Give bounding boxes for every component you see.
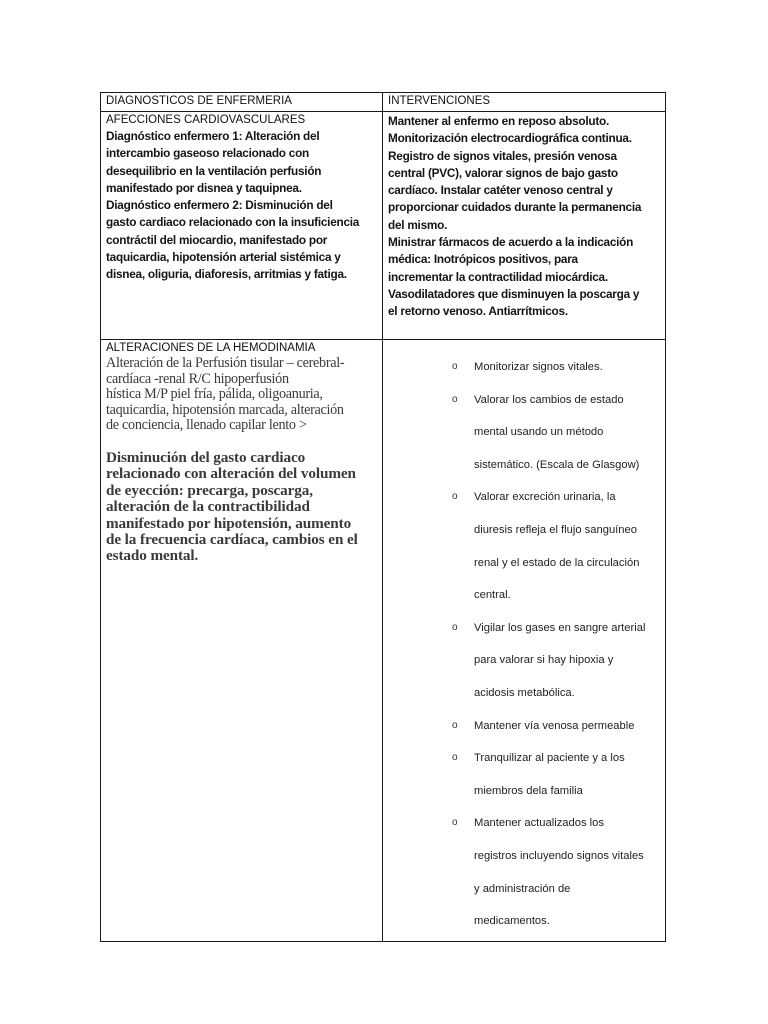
cell-diagnosis-cardiovascular (101, 112, 383, 340)
bullet-circle-icon: o (452, 817, 458, 829)
bullet-circle-icon: o (452, 393, 458, 405)
intervention-text: Tranquilizar al paciente y a los miembros dela familia (474, 752, 625, 797)
intervention-text: Valorar los cambios de estado mental usando un método sistemático. (Escala de Glasgow) (474, 393, 640, 471)
cell-interventions-cardiovascular (383, 112, 666, 340)
list-item (388, 384, 660, 482)
table-row-cardiovasculares (101, 112, 666, 340)
list-item (388, 612, 660, 710)
list-item (388, 742, 660, 807)
section-title-cardiovasculares: AFECCIONES CARDIOVASCULARES (106, 114, 306, 126)
cell-interventions-hemodinamia (383, 340, 666, 942)
care-plan-table (100, 92, 666, 942)
bullet-circle-icon: o (452, 491, 458, 503)
intervention-text: Mantener actualizados los registros incluyendo signos vitales y administración de medicamentos. (474, 817, 644, 928)
header-intervenciones: INTERVENCIONES (383, 93, 666, 112)
diagnosis-gasto-cardiaco-text: Disminución del gasto cardiaco relacionado con alteración del volumen de eyección: precarga, poscarga, alteración de la contractibilidad manifestado por hipotensión, aumento de la frecuencia cardíaca, cambios en el estado mental. (106, 448, 358, 565)
diagnosis-text-cardiovascular: Diagnóstico enfermero 1: Alteración del intercambio gaseoso relacionado con desequilibrio en la ventilación perfusión manifestado por disnea y taquipnea. Diagnóstico enfermero 2: Disminución del gasto cardiaco relacionado con la insuficiencia contráctil del miocardio, manifestado por taquicardia, hipotensión arterial sistémica y disnea, oliguria, diaforesis, arritmias y fatiga. (106, 129, 360, 282)
intervention-text: Vigilar los gases en sangre arterial para valorar si hay hipoxia y acidosis metabólica. (474, 621, 646, 699)
table-row-hemodinamia (101, 340, 666, 942)
intervention-text: Monitorizar signos vitales. (474, 361, 603, 373)
list-item (388, 710, 660, 743)
interventions-text-cardiovascular: Mantener al enfermo en reposo absoluto. Monitorización electrocardiográfica continua. Registro de signos vitales, presión venosa central (PVC), valorar signos de bajo gasto cardíaco. Instalar catéter venoso central y proporcionar cuidados durante la permanencia del mismo. Ministrar fármacos de acuerdo a la indicación médica: Inotrópicos positivos, para incrementar la contractilidad miocárdica. Vasodilatadores que disminuyen la poscarga y el retorno venoso. Antiarrítmicos. (388, 114, 642, 319)
intervention-text: Mantener vía venosa permeable (474, 719, 635, 732)
list-item (388, 807, 660, 937)
diagnosis-perfusion-text: Alteración de la Perfusión tisular – cerebral- cardíaca -renal R/C hipoperfusión hística M/P piel fría, pálida, oligoanuria, taquicardia, hipotensión marcada, alteración de conciencia, llenado capilar lento > (106, 355, 345, 434)
bullet-circle-icon: o (452, 752, 458, 764)
section-title-hemodinamia: ALTERACIONES DE LA HEMODINAMIA (106, 342, 316, 354)
list-item (388, 481, 660, 611)
interventions-list (388, 351, 660, 938)
bullet-circle-icon: o (452, 719, 458, 731)
table-header-row (101, 93, 666, 112)
header-diagnosticos: DIAGNOSTICOS DE ENFERMERIA (101, 93, 383, 112)
bullet-circle-icon: o (452, 621, 458, 633)
cell-diagnosis-hemodinamia (101, 340, 383, 942)
bullet-circle-icon: o (452, 361, 458, 372)
list-item (388, 351, 660, 384)
intervention-text: Valorar excreción urinaria, la diuresis refleja el flujo sanguíneo renal y el estado de la circulación central. (474, 491, 640, 602)
